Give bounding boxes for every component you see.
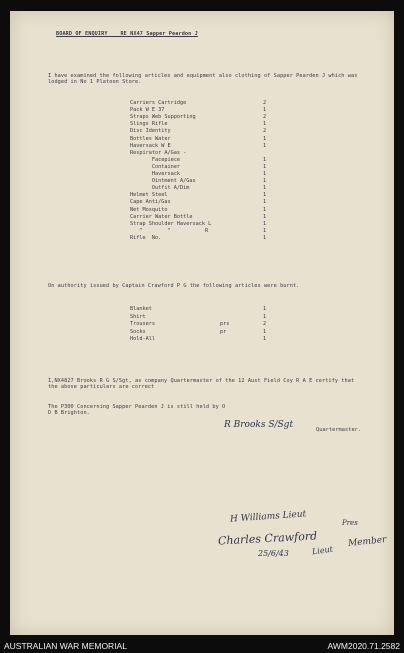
item-label: Net Mosquito — [130, 206, 168, 213]
item-quantity: 1 — [263, 306, 267, 312]
item-label: Straps Web Supporting — [130, 114, 196, 121]
footer-credit: AUSTRALIAN WAR MEMORIAL — [4, 641, 127, 651]
list-item — [130, 228, 280, 235]
item-quantity: 1 — [263, 227, 267, 234]
item-quantity: 1 — [263, 313, 267, 320]
list-item — [130, 214, 280, 221]
list-item — [130, 150, 280, 157]
item-label: Cape Anti/Gas — [130, 199, 171, 206]
item-unit: prs — [220, 321, 230, 328]
list-item — [130, 306, 280, 313]
authority-paragraph: On authority issued by Captain Crawford P G the following articles were burnt. — [48, 283, 300, 289]
item-label: Hold-All — [130, 336, 155, 343]
signature-member-label: Member — [347, 535, 387, 549]
list-item — [130, 192, 280, 199]
list-item — [130, 336, 280, 343]
item-label: Container — [130, 163, 180, 170]
signature-president: H Williams Lieut — [229, 509, 307, 525]
item-quantity: 1 — [263, 213, 267, 220]
list-item — [130, 199, 280, 206]
item-label: Socks — [130, 328, 146, 335]
item-quantity: 1 — [263, 336, 267, 343]
item-label: Bottles Water — [130, 135, 171, 142]
signature-rank: Lieut — [311, 544, 334, 557]
item-quantity: 2 — [263, 128, 267, 135]
item-quantity: 1 — [263, 171, 267, 177]
list-item — [130, 157, 280, 164]
item-label: Carrier Water Bottle — [130, 213, 193, 220]
footer-accession-number: AWM2020.71.2582 — [327, 641, 400, 651]
item-label: Carriers Cartridge — [130, 100, 187, 106]
item-label: Pack W E 37 — [130, 107, 165, 114]
item-label: Ointment A/Gas — [130, 178, 196, 185]
list-item — [130, 235, 280, 242]
list-item — [130, 178, 280, 185]
intro-paragraph: I have examined the following articles and equipment also clothing of Sapper Pearden J which was lodged in No 1 Platoon Store. — [48, 73, 358, 86]
item-label: Blanket — [130, 306, 152, 312]
list-item — [130, 143, 280, 150]
item-quantity: 1 — [263, 121, 267, 128]
signature-member: Charles Crawford — [217, 529, 318, 548]
item-unit: pr — [220, 328, 227, 335]
item-quantity: 1 — [263, 328, 267, 335]
list-item — [130, 128, 280, 135]
item-label: Haversack W E — [130, 142, 171, 149]
item-quantity: 1 — [263, 220, 267, 227]
list-item — [130, 314, 280, 321]
item-label: Strap Shoulder Haversack L — [130, 220, 212, 227]
item-label: Helmet Steel — [130, 192, 168, 199]
list-item — [130, 221, 280, 228]
item-quantity: 1 — [263, 206, 267, 213]
item-label: Rifle No. — [130, 234, 162, 241]
item-quantity: 1 — [263, 156, 267, 163]
item-quantity: 1 — [263, 178, 267, 185]
list-item — [130, 329, 280, 336]
list-item — [130, 121, 280, 128]
item-quantity: 1 — [263, 107, 267, 114]
item-label: Disc Identity — [130, 128, 171, 135]
item-quantity: 1 — [263, 199, 267, 206]
pay-book-paragraph: The P300 Concerning Sapper Pearden J is still held by O D B Brighton. — [48, 404, 226, 417]
item-quantity: 1 — [263, 234, 267, 241]
item-quantity: 1 — [263, 192, 267, 199]
item-quantity: 1 — [263, 135, 267, 142]
item-quantity: 2 — [263, 114, 267, 121]
signature-pres-label: Pres — [342, 519, 358, 527]
list-item — [130, 100, 280, 107]
document-title: BOARD OF ENQUIRY RE NX47 Sapper Peardon J — [56, 31, 198, 37]
list-item — [130, 136, 280, 143]
signature-date: 25/6/43 — [258, 549, 289, 558]
item-quantity: 2 — [263, 100, 267, 106]
certify-paragraph: I,NX4827 Brooks R G S/Sgt, as company Quartermaster of the 12 Aust Field Coy R A E certify that the above particulars are correct — [48, 378, 355, 391]
item-label: " " R — [130, 227, 209, 234]
item-label: Outfit A/Dim — [130, 185, 190, 192]
item-label: Haversack — [130, 171, 180, 177]
list-item — [130, 185, 280, 192]
footer-bar — [0, 639, 404, 653]
list-item — [130, 321, 280, 328]
list-item — [130, 114, 280, 121]
item-label: Facepiece — [130, 156, 180, 163]
item-label: Respirator A/Gas - — [130, 149, 187, 156]
quartermaster-label: Quartermaster. — [316, 427, 362, 433]
list-item — [130, 207, 280, 214]
item-label: Shirt — [130, 313, 146, 320]
list-item — [130, 171, 280, 178]
item-quantity: 2 — [263, 321, 267, 328]
quartermaster-signature: R Brooks S/Sgt — [224, 420, 294, 430]
item-quantity: 1 — [263, 142, 267, 149]
item-label: Trousers — [130, 321, 155, 328]
item-quantity: 1 — [263, 163, 267, 170]
item-quantity: 1 — [263, 185, 267, 192]
item-label: Slings Rifle — [130, 121, 168, 128]
list-item — [130, 107, 280, 114]
list-item — [130, 164, 280, 171]
